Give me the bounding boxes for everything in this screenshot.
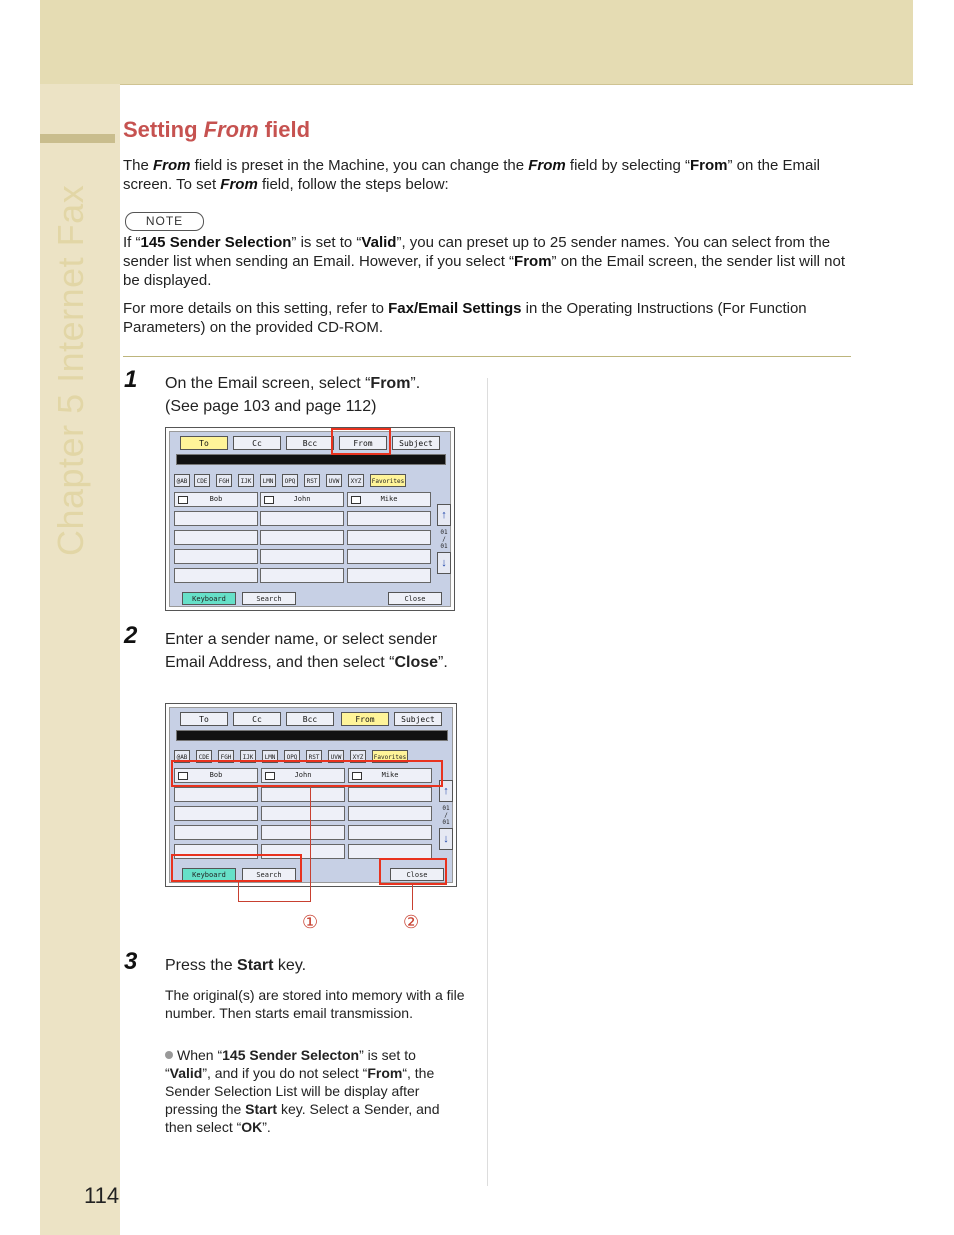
cc-button[interactable]: Cc: [233, 436, 281, 450]
section-divider: [123, 356, 851, 357]
entry-empty[interactable]: [260, 549, 344, 564]
tab-cde[interactable]: CDE: [196, 750, 212, 763]
keyboard-search-highlight: [171, 854, 302, 882]
entry-empty[interactable]: [174, 806, 258, 821]
entry-empty[interactable]: [348, 844, 432, 859]
tab-xyz[interactable]: XYZ: [350, 750, 366, 763]
from-highlight: [331, 428, 391, 455]
search-button[interactable]: Search: [242, 592, 296, 605]
entry-empty[interactable]: [348, 787, 432, 802]
entry-bob[interactable]: Bob: [174, 768, 258, 783]
entry-empty[interactable]: [347, 511, 431, 526]
callout-1-line: [238, 901, 311, 902]
entry-empty[interactable]: [261, 787, 345, 802]
entry-empty[interactable]: [260, 568, 344, 583]
step-1-number: 1: [124, 366, 138, 393]
entry-mike[interactable]: Mike: [347, 492, 431, 507]
entry-mike[interactable]: Mike: [348, 768, 432, 783]
step-2-number: 2: [124, 622, 138, 649]
entry-empty[interactable]: [174, 530, 258, 545]
tab-uvw[interactable]: UVW: [328, 750, 344, 763]
entry-empty[interactable]: [347, 549, 431, 564]
note-badge: NOTE: [125, 212, 204, 231]
tab-fgh[interactable]: FGH: [218, 750, 234, 763]
cc-button[interactable]: Cc: [233, 712, 281, 726]
entry-empty[interactable]: [347, 530, 431, 545]
subject-button[interactable]: Subject: [392, 436, 440, 450]
tab-opq[interactable]: OPQ: [284, 750, 300, 763]
entry-bob[interactable]: Bob: [174, 492, 258, 507]
entry-empty[interactable]: [348, 825, 432, 840]
sender-selection-note: When “145 Sender Selecton” is set to “Valid”, and if you do not select “From“, the Sender Selection List will be display after pressing the Start key. Select a Sender, and then select “OK”.: [165, 1047, 440, 1135]
step-2-text: Enter a sender name, or select sender Email Address, and then select “Close”.: [165, 631, 448, 671]
step-3-number: 3: [124, 948, 138, 975]
tab-ijk[interactable]: IJK: [240, 750, 256, 763]
close-highlight: [379, 858, 447, 885]
chapter-marker: [40, 134, 115, 143]
entry-empty[interactable]: [260, 530, 344, 545]
tab-lmn[interactable]: LMN: [262, 750, 278, 763]
to-button[interactable]: To: [180, 436, 228, 450]
entry-empty[interactable]: [348, 806, 432, 821]
email-screen-1: [165, 427, 455, 611]
to-button[interactable]: To: [180, 712, 228, 726]
keyboard-button[interactable]: Keyboard: [182, 592, 236, 605]
entry-empty[interactable]: [174, 549, 258, 564]
scroll-up-button[interactable]: ↑: [437, 504, 451, 526]
callout-1-line: [238, 882, 239, 902]
callout-2: ②: [403, 912, 420, 932]
step-3-description: The original(s) are stored into memory with a file number. Then starts email transmission.: [165, 987, 465, 1021]
close-button[interactable]: Close: [388, 592, 442, 605]
chapter-label: Chapter 5 Internet Fax: [50, 184, 91, 556]
search-button[interactable]: Search: [242, 868, 296, 881]
step-1-text: On the Email screen, select “From”. (See page 103 and page 112): [165, 375, 421, 415]
page-number: 114: [84, 1183, 120, 1208]
callout-2-line: [412, 884, 413, 910]
tab-favorites[interactable]: Favorites: [370, 474, 406, 487]
envelope-icon: [264, 496, 274, 504]
address-field[interactable]: [176, 454, 446, 465]
entry-empty[interactable]: [174, 568, 258, 583]
from-button[interactable]: From: [339, 436, 387, 450]
tab-lmn[interactable]: LMN: [260, 474, 276, 487]
tab-xyz[interactable]: XYZ: [348, 474, 364, 487]
close-button[interactable]: Close: [390, 868, 444, 881]
entry-john[interactable]: John: [261, 768, 345, 783]
details-paragraph: For more details on this setting, refer to Fax/Email Settings in the Operating Instructions (For Function Parameters) on the provided CD-ROM.: [123, 300, 807, 336]
tab-ab[interactable]: @AB: [174, 474, 190, 487]
tab-rst[interactable]: RST: [306, 750, 322, 763]
tab-cde[interactable]: CDE: [194, 474, 210, 487]
entry-empty[interactable]: [347, 568, 431, 583]
tab-uvw[interactable]: UVW: [326, 474, 342, 487]
callout-1: ①: [302, 912, 319, 932]
tab-ijk[interactable]: IJK: [238, 474, 254, 487]
keyboard-button[interactable]: Keyboard: [182, 868, 236, 881]
email-screen-2: [165, 703, 457, 887]
from-button[interactable]: From: [341, 712, 389, 726]
scroll-up-button[interactable]: ↑: [439, 780, 453, 802]
column-divider: [487, 378, 488, 1186]
entries-highlight: [171, 760, 443, 787]
tab-fgh[interactable]: FGH: [216, 474, 232, 487]
entry-john[interactable]: John: [260, 492, 344, 507]
scroll-down-button[interactable]: ↓: [439, 828, 453, 850]
envelope-icon: [178, 496, 188, 504]
callout-1-line: [310, 786, 311, 902]
bullet-icon: [165, 1051, 173, 1059]
page-indicator: 01 / 01: [442, 805, 450, 826]
tab-ab[interactable]: @AB: [174, 750, 190, 763]
entry-empty[interactable]: [174, 511, 258, 526]
entry-empty[interactable]: [174, 787, 258, 802]
entry-empty[interactable]: [260, 511, 344, 526]
entry-empty[interactable]: [261, 806, 345, 821]
tab-opq[interactable]: OPQ: [282, 474, 298, 487]
entry-empty[interactable]: [174, 825, 258, 840]
step-3-text: Press the Start key.: [165, 957, 307, 974]
section-title: Setting From field: [123, 117, 311, 142]
envelope-icon: [351, 496, 361, 504]
page-indicator: 01 / 01: [440, 529, 448, 550]
bcc-button[interactable]: Bcc: [286, 436, 334, 450]
note-paragraph: If “145 Sender Selection” is set to “Valid”, you can preset up to 25 sender names. You can select from the sender list when sending an Email. However, if you select “From” on the Email screen, the sender list will not be displayed.: [123, 234, 845, 289]
tab-favorites[interactable]: Favorites: [372, 750, 408, 763]
address-field[interactable]: [176, 730, 448, 741]
intro-paragraph: The From field is preset in the Machine, you can change the From field by selecting “From” on the Email screen. To set From field, follow the steps below:: [123, 157, 821, 193]
bcc-button[interactable]: Bcc: [286, 712, 334, 726]
scroll-down-button[interactable]: ↓: [437, 552, 451, 574]
tab-rst[interactable]: RST: [304, 474, 320, 487]
subject-button[interactable]: Subject: [394, 712, 442, 726]
entry-empty[interactable]: [261, 825, 345, 840]
header-band: [40, 0, 913, 85]
